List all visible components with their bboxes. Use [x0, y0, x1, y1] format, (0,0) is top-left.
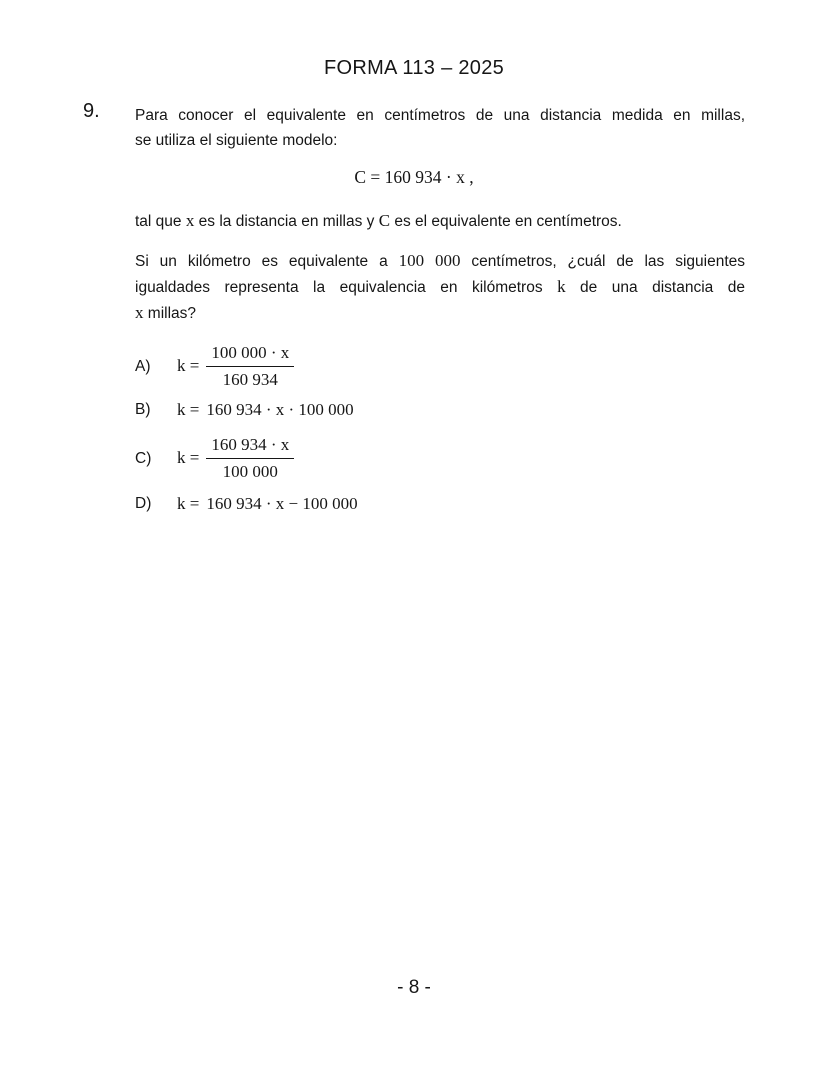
text-segment: millas? [143, 305, 197, 322]
model-formula: C = 160 934 · x , [354, 167, 474, 187]
question-number: 9. [83, 100, 100, 122]
formula-lhs: k = [177, 448, 200, 468]
option-a-formula [177, 343, 294, 389]
text-segment: de una distancia de [565, 279, 745, 296]
formula-expression: 160 934 · x · 100 000 [206, 399, 354, 419]
fraction-numerator: 160 934 · x [206, 435, 294, 459]
math-variable-x: x [185, 211, 195, 230]
fraction [206, 435, 294, 481]
option-b [135, 397, 745, 422]
option-c [135, 435, 745, 481]
text-segment: es la distancia en millas y [194, 213, 379, 230]
answer-options [135, 343, 745, 516]
option-b-formula [177, 399, 354, 421]
page-number: - 8 - [397, 977, 431, 998]
option-a [135, 343, 745, 389]
text-segment: igualdades representa la equivalencia en kilómetros [135, 279, 558, 296]
option-d-formula [177, 493, 358, 515]
fraction-numerator: 100 000 · x [206, 343, 294, 367]
text-segment: Si un kilómetro es equivalente a [135, 253, 399, 270]
question-paragraph [135, 248, 745, 326]
math-variable-k: k [557, 277, 566, 296]
clarify-paragraph [135, 208, 745, 234]
math-variable-c: C [378, 211, 391, 230]
option-d [135, 491, 745, 516]
question-line-1 [135, 248, 745, 274]
option-d-label: D) [135, 495, 152, 513]
question-line-3 [135, 300, 745, 326]
formula-lhs: k = [177, 493, 200, 513]
math-variable-x: x [135, 303, 144, 322]
formula-lhs: k = [177, 399, 200, 419]
fraction [206, 343, 294, 389]
intro-line-2: se utiliza el siguiente modelo: [135, 132, 338, 149]
question-line-2 [135, 274, 745, 300]
text-segment: es el equivalente en centímetros. [390, 213, 622, 230]
question-content [135, 103, 745, 516]
form-header: FORMA 113 – 2025 [323, 57, 505, 79]
option-b-label: B) [135, 401, 151, 419]
math-number: 100 000 [398, 251, 461, 270]
formula-expression: 160 934 · x − 100 000 [206, 493, 358, 513]
formula-lhs: k = [177, 356, 200, 376]
option-a-label: A) [135, 357, 151, 375]
option-c-label: C) [135, 449, 152, 467]
fraction-denominator: 160 934 [222, 369, 278, 389]
text-segment: tal que [135, 213, 186, 230]
intro-line-1: Para conocer el equivalente en centímetros de una distancia medida en millas, [135, 107, 745, 124]
option-c-formula [177, 435, 294, 481]
text-segment: centímetros, ¿cuál de las siguientes [460, 253, 745, 270]
fraction-denominator: 100 000 [222, 461, 278, 481]
intro-paragraph [135, 103, 745, 153]
